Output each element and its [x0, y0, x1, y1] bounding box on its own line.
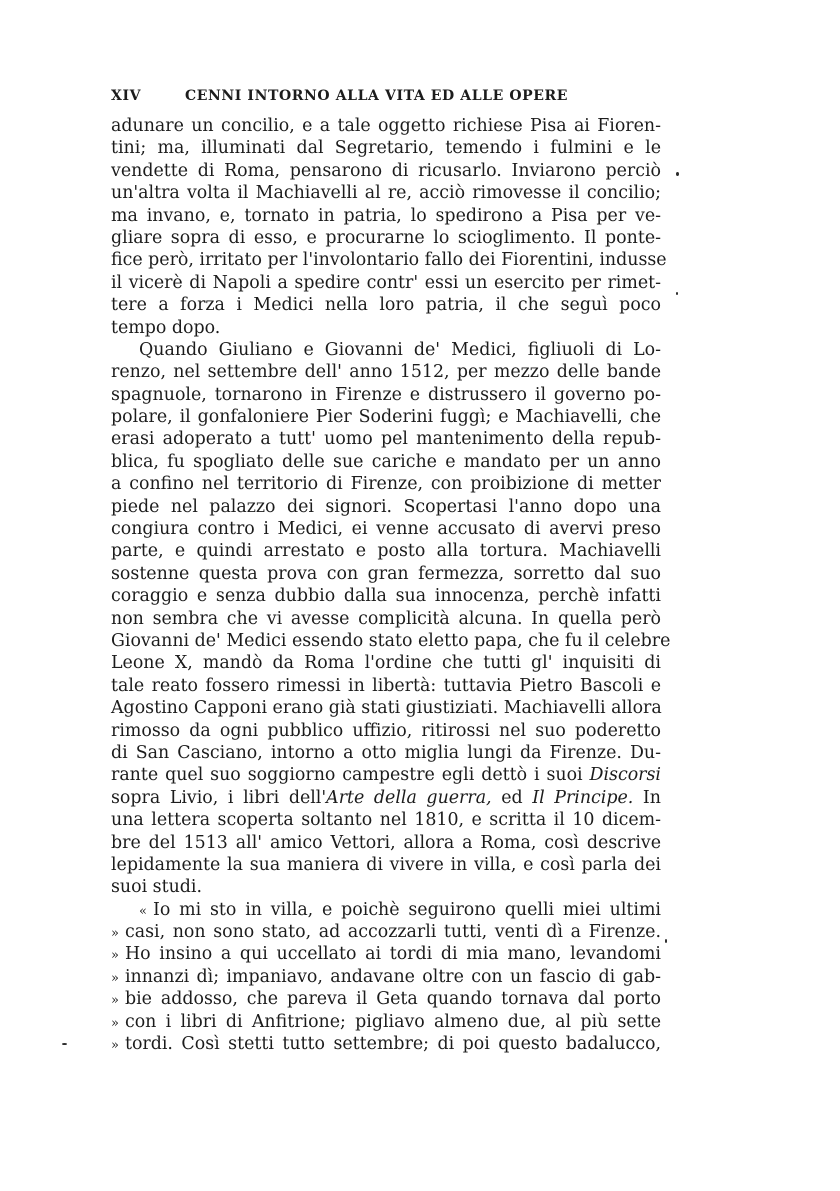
- text-line: tini; ma, illuminati dal Segretario, temendo i fulmini e le: [111, 138, 661, 159]
- text-line: ma invano, e, tornato in patria, lo spedirono a Pisa per ve-: [111, 205, 661, 226]
- text-line: blica, fu spogliato delle sue cariche e mandato per un anno: [111, 451, 661, 472]
- quote-text: tordi. Così stetti tutto settembre; di poi questo badalucco,: [124, 1034, 661, 1055]
- text-line: sostenne questa prova con gran fermezza, sorretto dal suo: [111, 563, 661, 584]
- quote-mark: »: [111, 926, 119, 942]
- quote-mark: »: [111, 993, 119, 1009]
- quote-text: casi, non sono stato, ad accozzarli tutti, venti dì a Firenze.: [124, 922, 661, 943]
- text-line: vendette di Roma, pensarono di ricusarlo. Inviarono perciò: [111, 160, 661, 181]
- quote-mark: »: [111, 1015, 119, 1031]
- text-line: piede nel palazzo dei signori. Scopertasi l'anno dopo una: [111, 496, 661, 517]
- text-line: [111, 764, 661, 786]
- text-line: lepidamente la sua maniera di vivere in villa, e così parla dei: [111, 854, 661, 875]
- text-line: Agostino Capponi erano già stati giustiziati. Machiavelli allora: [111, 698, 662, 719]
- text-line: una lettera scoperta soltanto nel 1810, e scritta il 10 dicem-: [111, 810, 661, 831]
- text-line: tempo dopo.: [111, 317, 221, 338]
- quote-text: Ho insino a qui uccellato ai tordi di mia mano, levandomi: [124, 944, 661, 965]
- quote-mark: »: [111, 1038, 119, 1054]
- scan-speck: [676, 292, 678, 295]
- italic-title: Arte della guerra,: [326, 787, 492, 808]
- text-line: a confino nel territorio di Firenze, con proibizione di metter: [111, 474, 661, 495]
- text-line: polare, il gonfaloniere Pier Soderini fuggì; e Machiavelli, che: [111, 407, 661, 428]
- quote-line: [111, 988, 661, 1010]
- text-line: un'altra volta il Machiavelli al re, acciò rimovesse il concilio;: [111, 183, 661, 204]
- text-line: [111, 787, 661, 809]
- text-line: Giovanni de' Medici essendo stato eletto papa, che fu il celebre: [111, 630, 671, 651]
- text-span: sopra Livio, i libri dell': [111, 787, 327, 808]
- scan-speck: [665, 939, 667, 943]
- text-line: Leone X, mandò da Roma l'ordine che tutti gl' inquisiti di: [111, 653, 661, 674]
- text-span: rante quel suo soggiorno campestre egli dettò i suoi: [111, 765, 583, 786]
- quote-text: bie addosso, che pareva il Geta quando tornava dal porto: [124, 989, 661, 1010]
- italic-title: Discorsi: [589, 765, 661, 786]
- quote-line: [111, 1011, 661, 1033]
- text-line: il vicerè di Napoli a spedire contr' essi un esercito per rimet-: [111, 272, 661, 293]
- running-head: [111, 88, 661, 110]
- text-line: tere a forza i Medici nella loro patria, il che seguì poco: [111, 295, 661, 316]
- text-line: congiura contro i Medici, ei venne accusato di avervi preso: [111, 519, 661, 540]
- text-line: parte, e quindi arrestato e posto alla tortura. Machiavelli: [111, 541, 661, 562]
- body-text: [111, 115, 671, 1055]
- quote-line: [111, 966, 661, 988]
- quote-text: Io mi sto in villa, e poichè seguirono quelli miei ultimi: [152, 899, 661, 920]
- scan-speck: [676, 172, 679, 176]
- quote-mark: «: [139, 903, 147, 919]
- quote-text: innanzi dì; impaniavo, andavane oltre con un fascio di gab-: [124, 966, 661, 987]
- text-line: bre del 1513 all' amico Vettori, allora a Roma, così descrive: [111, 832, 661, 853]
- text-span: ed: [491, 787, 533, 808]
- text-line: suoi studi.: [111, 877, 203, 898]
- text-line: di San Casciano, intorno a otto miglia lungi da Firenze. Du-: [111, 742, 661, 763]
- italic-title: Il Principe.: [532, 787, 634, 808]
- text-line: erasi adoperato a tutt' uomo pel mantenimento della repub-: [111, 429, 661, 450]
- quote-line: [111, 899, 661, 921]
- running-title: CENNI INTORNO ALLA VITA ED ALLE OPERE: [185, 88, 569, 104]
- page-number: XIV: [111, 88, 142, 104]
- text-line: non sembra che vi avesse complicità alcuna. In quella però: [111, 608, 661, 629]
- scan-speck: [62, 1043, 67, 1045]
- text-line: renzo, nel settembre dell' anno 1512, per mezzo delle bande: [111, 362, 661, 383]
- text-line: tale reato fossero rimessi in libertà: tuttavia Pietro Bascoli e: [111, 675, 661, 696]
- text-span: In: [633, 787, 661, 808]
- quote-line: [111, 1033, 661, 1055]
- text-line: spagnuole, tornarono in Firenze e distrussero il governo po-: [111, 384, 661, 405]
- text-line: gliare sopra di esso, e procurarne lo scioglimento. Il ponte-: [111, 227, 661, 248]
- text-line: Quando Giuliano e Giovanni de' Medici, figliuoli di Lo-: [139, 339, 661, 360]
- text-line: adunare un concilio, e a tale oggetto richiese Pisa ai Fioren-: [111, 116, 661, 136]
- quote-mark: »: [111, 948, 119, 964]
- quote-line: [111, 943, 661, 965]
- text-line: fice però, irritato per l'involontario fallo dei Fiorentini, indusse: [111, 250, 667, 271]
- quote-line: [111, 921, 661, 943]
- quote-text: con i libri di Anfitrione; pigliavo almeno due, al più sette: [124, 1011, 661, 1032]
- quote-mark: »: [111, 970, 119, 986]
- text-line: rimosso da ogni pubblico uffizio, ritirossi nel suo poderetto: [111, 720, 661, 741]
- text-line: coraggio e senza dubbio dalla sua innocenza, perchè infatti: [111, 586, 661, 607]
